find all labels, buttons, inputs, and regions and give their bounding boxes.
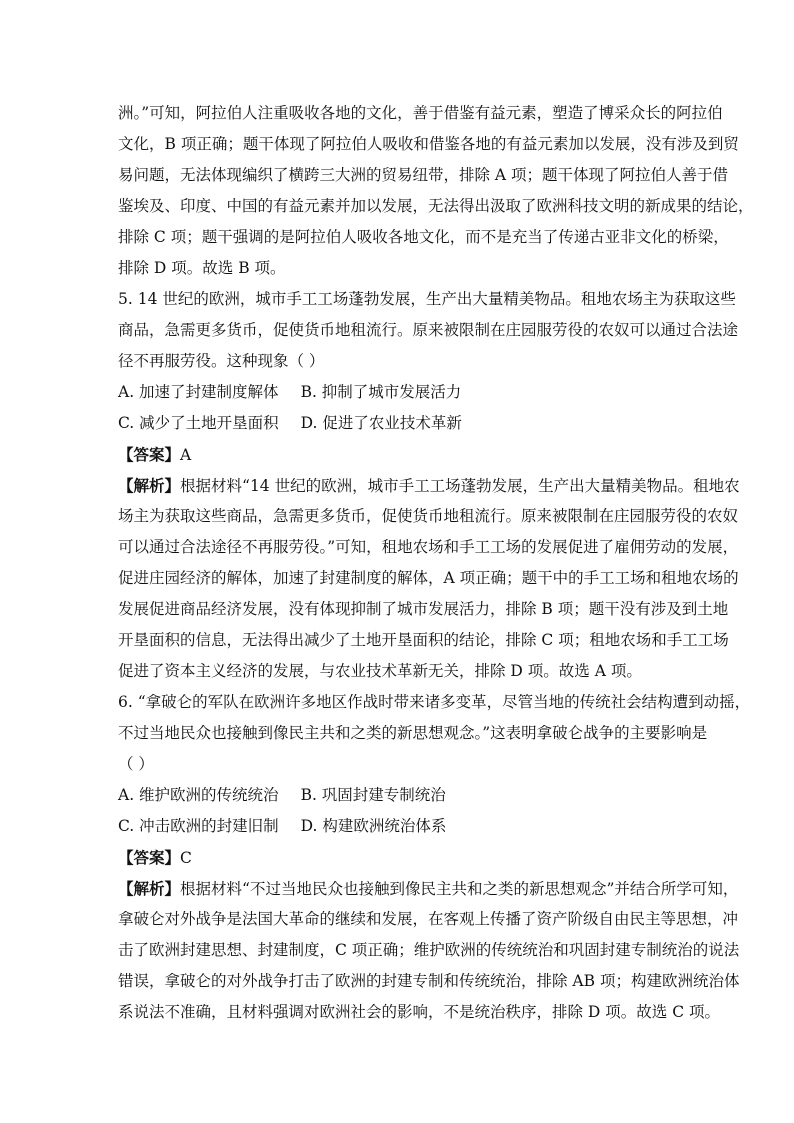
option-c: C. 减少了土地开垦面积 [118, 414, 279, 432]
text-line: 易问题，无法体现编织了横跨三大洲的贸易纽带，排除 A 项；题干体现了阿拉伯人善于借 [118, 166, 729, 184]
question-stem-line: （ ） [118, 755, 154, 773]
analysis-text: 根据材料“不过当地民众也接触到像民主共和之类的新思想观念”并结合所学可知， [180, 880, 739, 898]
options-row [118, 408, 680, 439]
option-a: A. 维护欧洲的传统统治 [118, 786, 279, 804]
answer-tag: 【答案】 [118, 848, 181, 867]
analysis-tag: 【解析】 [118, 476, 181, 495]
option-c: C. 冲击欧洲的封建旧制 [118, 817, 279, 835]
question-stem-line: 商品，急需更多货币，促使货币地租流行。原来被限制在庄园服劳役的农奴可以通过合法途 [118, 321, 739, 339]
answer-line [118, 842, 680, 873]
answer-tag: 【答案】 [118, 445, 181, 464]
option-d: D. 构建欧洲统治体系 [300, 817, 447, 835]
analysis-line [118, 470, 740, 501]
options-row [118, 811, 680, 842]
text-line: 鉴埃及、印度、中国的有益元素并加以发展，无法得出汲取了欧洲科技文明的新成果的结论， [118, 197, 754, 215]
analysis-line: 开垦面积的信息，无法得出减少了土地开垦面积的结论，排除 C 项；租地农场和手工工场 [118, 631, 729, 649]
analysis-line: 击了欧洲封建思想、封建制度，C 项正确；维护欧洲的传统统治和巩固封建专制统治的说法 [118, 941, 740, 959]
question-stem-line: 6. “拿破仑的军队在欧洲许多地区作战时带来诸多变革，尽管当地的传统社会结构遭到动摇， [118, 693, 751, 711]
analysis-line: 拿破仑对外战争是法国大革命的继续和发展，在客观上传播了资产阶级自由民主等思想，冲 [118, 910, 739, 928]
question-stem-line: 5. 14 世纪的欧洲，城市手工工场蓬勃发展，生产出大量精美物品。租地农场主为获取这些 [118, 290, 736, 308]
answer-line [118, 439, 680, 470]
option-b: B. 巩固封建专制统治 [300, 786, 446, 804]
options-row [118, 377, 680, 408]
analysis-line: 促进庄园经济的解体，加速了封建制度的解体，A 项正确；题干中的手工工场和租地农场的 [118, 569, 739, 587]
question-stem-line: 不过当地民众也接触到像民主共和之类的新思想观念。”这表明拿破仑战争的主要影响是 [118, 724, 708, 742]
option-d: D. 促进了农业技术革新 [300, 414, 462, 432]
text-line: 洲。”可知，阿拉伯人注重吸收各地的文化，善于借鉴有益元素，塑造了博采众长的阿拉伯 [118, 104, 723, 122]
analysis-line: 促进了资本主义经济的发展，与农业技术革新无关，排除 D 项。故选 A 项。 [118, 662, 642, 680]
question-6 [118, 687, 751, 1028]
analysis-text: 根据材料“14 世纪的欧洲，城市手工工场蓬勃发展，生产出大量精美物品。租地农 [180, 477, 740, 495]
previous-analysis-continuation [118, 98, 754, 284]
text-line: 排除 C 项；题干强调的是阿拉伯人吸收各地文化，而不是充当了传递古亚非文化的桥梁， [118, 228, 729, 246]
analysis-tag: 【解析】 [118, 879, 181, 898]
analysis-line: 系说法不准确，且材料强调对欧洲社会的影响，不是统治秩序，排除 D 项。故选 C 项。 [118, 1003, 720, 1021]
option-b: B. 抑制了城市发展活力 [300, 383, 462, 401]
text-line: 文化，B 项正确；题干体现了阿拉伯人吸收和借鉴各地的有益元素加以发展，没有涉及到贸 [118, 135, 739, 153]
option-a: A. 加速了封建制度解体 [118, 383, 279, 401]
analysis-line: 场主为获取这些商品，急需更多货币，促使货币地租流行。原来被限制在庄园服劳役的农奴 [118, 507, 739, 525]
question-stem-line: 径不再服劳役。这种现象（ ） [118, 352, 325, 370]
answer-value: A [180, 446, 192, 464]
text-line: 排除 D 项。故选 B 项。 [118, 259, 286, 277]
answer-value: C [180, 849, 192, 867]
analysis-line: 可以通过合法途径不再服劳役。”可知，租地农场和手工工场的发展促进了雇佣劳动的发展， [118, 538, 739, 556]
analysis-line: 错误，拿破仑的对外战争打击了欧洲的封建专制和传统统治，排除 AB 项；构建欧洲统治体 [118, 972, 740, 990]
document-page [118, 98, 754, 1028]
analysis-line [118, 873, 739, 904]
question-5 [118, 284, 740, 687]
options-row [118, 780, 680, 811]
analysis-line: 发展促进商品经济发展，没有体现抑制了城市发展活力，排除 B 项；题干没有涉及到土地 [118, 600, 729, 618]
